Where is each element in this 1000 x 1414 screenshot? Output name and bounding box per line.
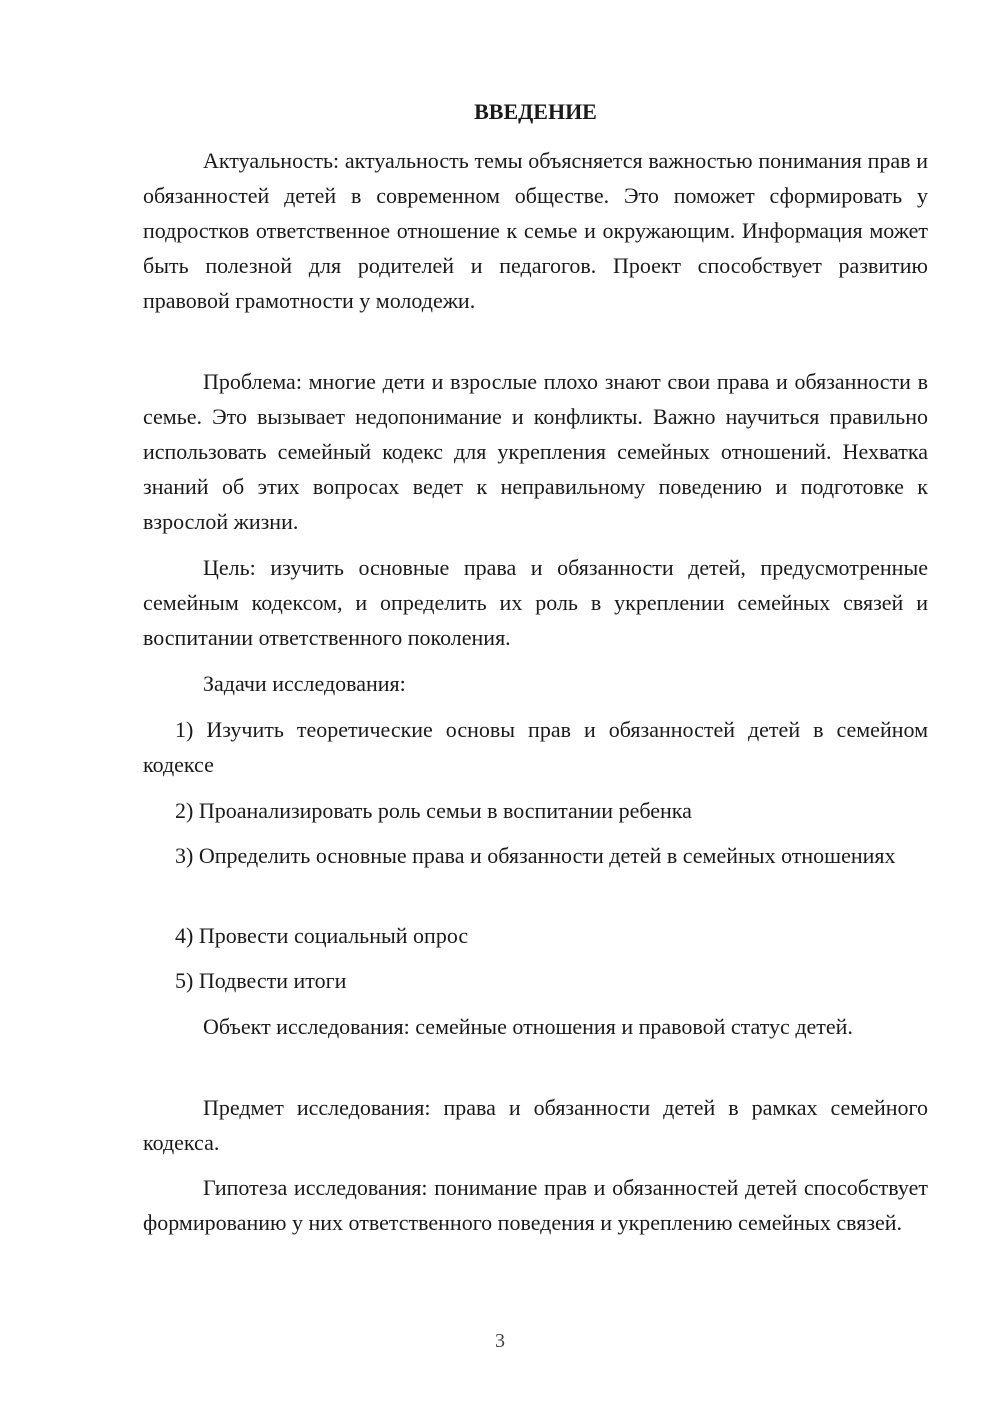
paragraph-hypothesis: Гипотеза исследования: понимание прав и обязанностей детей способствует формированию у них ответственного поведения и укреплению семейных связей. xyxy=(143,1175,928,1235)
task-item-2: 2) Проанализировать роль семьи в воспитании ребенка xyxy=(175,798,692,823)
task-item-4: 4) Провести социальный опрос xyxy=(175,923,469,948)
task-item-3: 3) Определить основные права и обязанности детей в семейных отношениях xyxy=(175,843,896,868)
paragraph-problem: Проблема: многие дети и взрослые плохо знают свои права и обязанности в семье. Это вызывает недопонимание и конфликты. Важно научиться правильно использовать семейный кодекс для укрепления семейных отношений. Нехватка знаний об этих вопросах ведет к неправильному поведению и подготовке к взрослой жизни. xyxy=(143,369,928,534)
paragraph-goal: Цель: изучить основные права и обязанности детей, предусмотренные семейным кодексом, и определить их роль в укреплении семейных связей и воспитании ответственного поколения. xyxy=(143,555,928,650)
paragraph-relevance: Актуальность: актуальность темы объясняется важностью понимания прав и обязанностей детей в современном обществе. Это поможет сформировать у подростков ответственное отношение к семье и окружающим. Информация может быть полезной для родителей и педагогов. Проект способствует развитию правовой грамотности у молодежи. xyxy=(143,148,928,313)
page-number: 3 xyxy=(495,1330,505,1352)
paragraph-subject: Предмет исследования: права и обязанности детей в рамках семейного кодекса. xyxy=(143,1095,928,1155)
task-item-5: 5) Подвести итоги xyxy=(175,968,347,993)
task-item-1: 1) Изучить теоретические основы прав и обязанностей детей в семейном кодексе xyxy=(143,717,928,777)
paragraph-object: Объект исследования: семейные отношения и правовой статус детей. xyxy=(203,1014,853,1039)
section-title: ВВЕДЕНИЕ xyxy=(474,99,597,124)
tasks-heading: Задачи исследования: xyxy=(203,671,406,696)
